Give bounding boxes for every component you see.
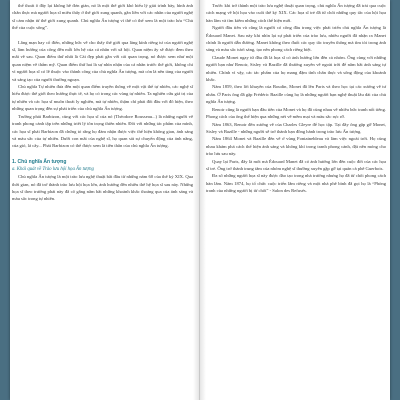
section-subheading: a. Khái quát về Trào lưu hội họa Ấn tượng [12,166,94,172]
paragraph: Trường phái Barbizon, cùng với các họa sĩ của nó (Théodore Rousseau...) là những người vẽ tranh phong cảnh tập trên những triết lý tôn trọng thiên nhiên. Đối với những tác phẩm của mình, các họa sĩ phái Barbizon đã chứng tỏ rằng họ đảm nhận được việc thể hiện không gian, ánh sáng và màu sắc của tự nhiên. Dưới con mắt của nghệ sĩ, họ quan sát sự chuyển động của ánh nắng, của gió, lá cây... Phái Barbizon có thể được xem là tiền thân của chủ nghĩa Ấn tượng. [12,113,193,149]
right-page [200,0,390,400]
paragraph: Claude Monet ngay từ đầu đã là họa sĩ có ảnh hưởng lớn đến cả nhóm. Ông cùng với những người bạn như Renoir, Sisley và Bazille đã thường xuyên vẽ ngoài trời để nắm bắt ánh sáng tự nhiên. Chính vì vậy, các tác phẩm của họ mang đậm tính chân thực và sống động của khoảnh khắc. [206,54,386,83]
paragraph: Năm 1863, Renoir đến xưởng vẽ của Charles Gleyre để học tập. Tại đây ông gặp gỡ Monet, Sisley và Bazille - những người sẽ trở thành bạn đồng hành trong trào lưu Ấn tượng. [206,121,386,134]
paragraph: Lãng mạn hay cổ điển, những bức vẽ cho thấy thế giới qua lăng kính riêng tư của người nghệ sĩ, làm hướng của công đến mỗi lớn hệ của cá nhân với xã hội. Quan niệm ấy sẽ được đem theo mãi về sau. Quan điểm thứ nhất là Cái đẹp phải gắn với cái quan trọng, nó được xem như một quan niệm về thẩm mỹ. Quan điểm thứ hai là sự nhìn nhận của cá nhân trước thế giới, không chỉ vì người họa sĩ có lẽ thuộc vào thành công của chủ nghĩa Ấn tượng, mà còn là nền tảng của người và sáng tạo của người thưởng ngoạn. [12,39,193,82]
right-page-text [206,0,386,195]
book-spread [10,0,390,400]
paragraph: Năm 1864 Monet và Bazille đến vẽ ở vùng Fontainebleau và làm việc ngoài trời. Họ cùng nhau khám phá cách thể hiện ánh sáng và không khí trong tranh phong cảnh, đặt nền móng cho trào lưu sau này. [206,136,386,157]
paragraph: Chủ nghĩa Ấn tượng là một trào lưu nghệ thuật bắt đầu từ những năm 60 của thế kỷ XIX. Qua thời gian, nó đã trở thành trào lưu hội họa lớn, ảnh hưởng đến nhiều thế hệ họa sĩ sau này. Những họa sĩ theo trường phái này đã cố gắng nắm bắt những khoảnh khắc thoáng qua của ánh sáng và màu sắc trong tự nhiên. [12,174,193,202]
section-heading: 1. Chủ nghĩa Ấn tượng [12,158,67,165]
paragraph: Năm 1859, theo lời khuyên của Boudin, Monet đã lên Paris và theo học tại các xưởng vẽ tư nhân. Ở Paris ông đã gặp Frédéric Bazille cùng họ là những người bạn nghệ thuật lâu dài của chủ nghĩa Ấn tượng. [206,84,386,105]
paragraph: Chủ nghĩa Tự nhiên đưa đến một quan điểm truyền thống về một vật thể tự nhiên, các nghệ sĩ hiểu được thế giới theo hướng thực tế, và họ có trong các vùng tự nhiên. Ta nghiên cứu giá trị của tự nhiên và các họa sĩ muốn thoát ly nghiên, mà tự nhiên, thậm chí phải đối đầu với đô hiện, theo những quan trọng đến sự phát triển của chủ nghĩa Ấn tượng. [12,84,193,112]
paragraph: Renoir cũng là người bạn đầu tiên của Monet và họ đã cùng nhau vẽ nhiều bức tranh nổi tiếng. Phong cách của ông thể hiện qua những nét vẽ mềm mại và màu sắc rực rỡ. [206,106,387,120]
paragraph: Trước khi trở thành một trào lưu nghệ thuật quan trọng, chủ nghĩa Ấn tượng đã trải qua cuộc cách mạng về hội họa vào cuối thế kỷ XIX. Các họa sĩ trẻ đã từ chối những quy tắc của hội họa hàn lâm và tìm kiếm những cách thể hiện mới. [206,3,386,23]
paragraph: Đa số những người họa sĩ này được đào tạo trong nhà trường nhưng họ đã từ chối phong cách hàn lâm. Năm 1874, họ tổ chức cuộc triển lãm riêng và một nhà phê bình đã gọi họ là “Phòng tranh của những người bị từ chối” - Salon des Refusés. [206,173,386,194]
left-page [10,0,200,400]
left-page-text [12,0,193,203]
paragraph: Người đầu tiên và cũng là người có công đầu trong việc phát triển chủ nghĩa Ấn tượng là Édouard Manet. Sau này khi nhìn lại sự phát triển của trào lưu, nhiều người đã nhận ra Manet chính là người dẫn đường. Manet không theo đuổi các quy tắc truyền thống mà tìm tòi trong ánh sáng và màu sắc tươi sáng, tạo nên phong cách riêng biệt. [206,25,386,53]
paragraph: Quay lại Paris, đây là mốt mà Édouard Manet đã có ảnh hưởng lớn đến cuộc đời của các họa sĩ trẻ. Ông trở thành trung tâm của nhóm nghệ sĩ thường xuyên gặp gỡ tại quán cà phê Guerbois. [206,158,386,171]
paragraph: thể thoát ô đây lại không hề đơn giản, nó là một thế giới khó hiểu lý giải trình bày, hình ảnh chân thực mà người họa sĩ miêu thấy ở thế giới xung quanh, gắn liền với các nhân của người nghệ sĩ cảm nhận từ thế giới xung quanh. Chủ nghĩa Ấn tượng vì thế có thể xem là một trào lưu “Chủ thể của cuộc sống”. [12,3,193,31]
